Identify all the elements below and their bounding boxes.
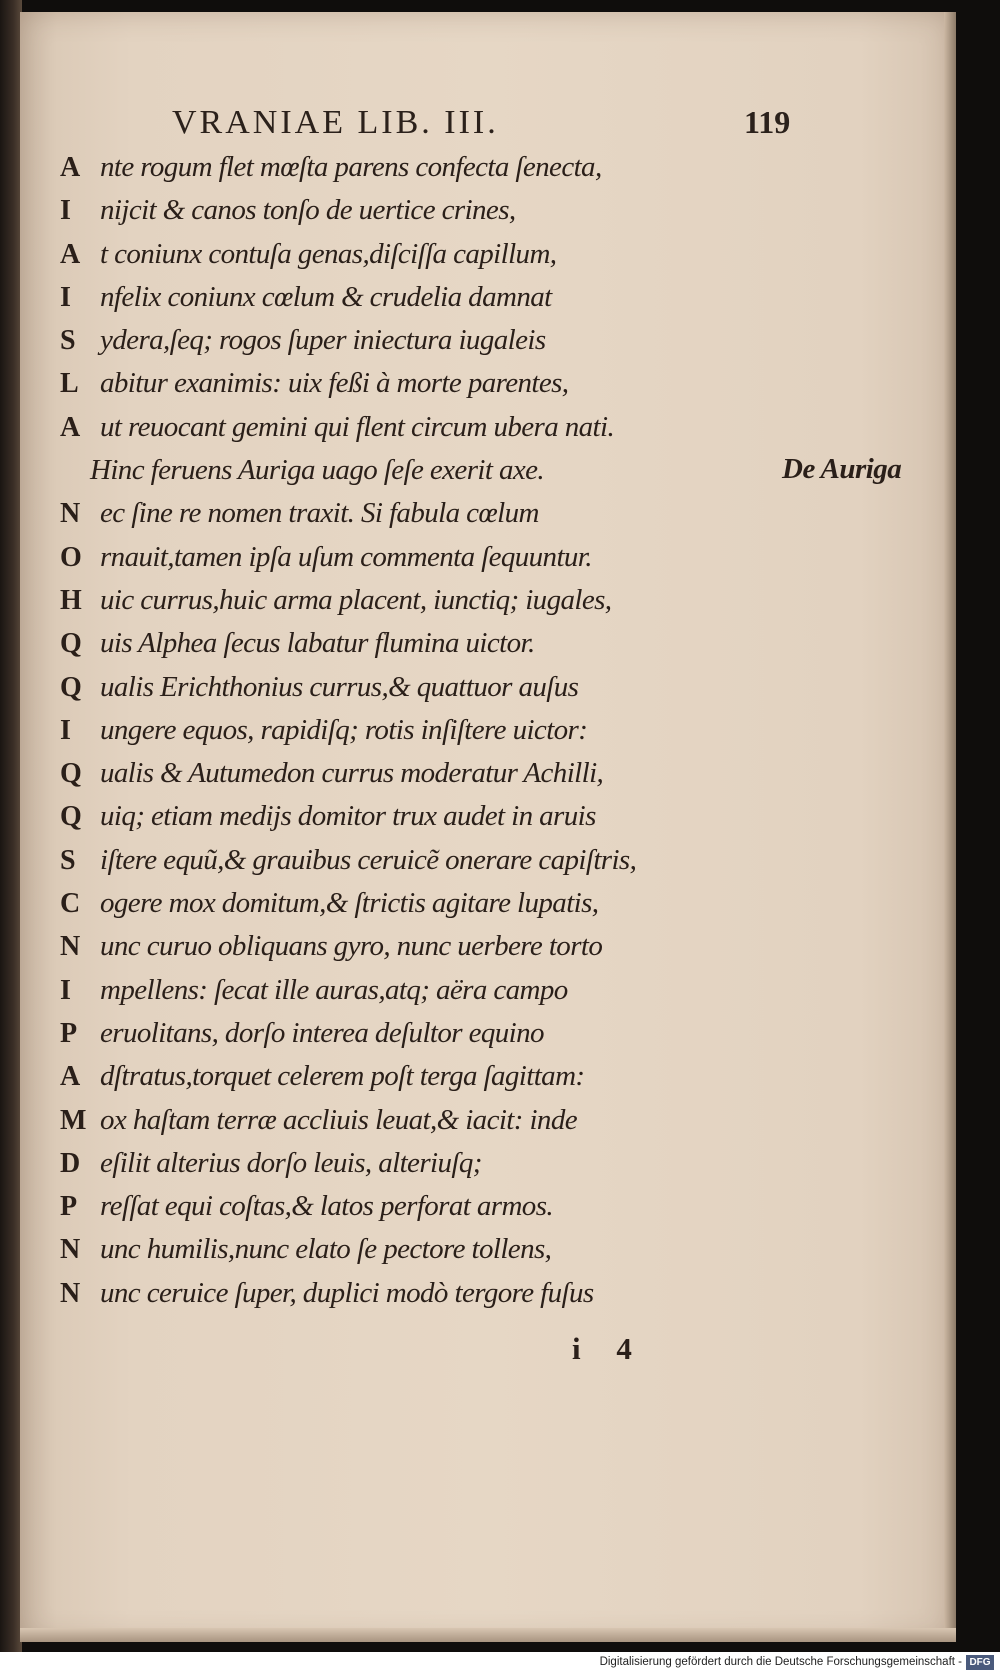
verse-line	[60, 146, 780, 189]
verse-line	[60, 839, 780, 882]
footer-credit: Digitalisierung gefördert durch die Deutsche Forschungsgemeinschaft -	[599, 1656, 962, 1668]
verse-initial: S	[60, 325, 75, 357]
verse-line	[60, 579, 780, 622]
verse-line	[60, 492, 780, 535]
signature-mark: i 4	[572, 1331, 646, 1366]
verse-text: unc humilis,nunc elato ſe pectore tollens,	[100, 1233, 552, 1266]
verse-initial: A	[60, 411, 80, 443]
verse-line	[60, 362, 780, 405]
verse-initial: I	[60, 974, 71, 1006]
verse-text: dſtratus,torquet celerem poſt terga ſagittam:	[100, 1060, 585, 1093]
verse-text: abitur exanimis: uix feßi à morte parentes,	[100, 367, 569, 400]
verse-initial: Q	[60, 801, 82, 833]
verse-initial: Q	[60, 628, 82, 660]
verse-initial: A	[60, 1061, 80, 1093]
verse-line	[60, 666, 780, 709]
verse-initial: P	[60, 1017, 77, 1049]
marginal-note: De Auriga	[782, 453, 902, 485]
running-head: VRANIAE LIB. III.	[172, 104, 499, 141]
verse-line	[60, 1142, 780, 1185]
verse-line	[60, 319, 780, 362]
verse-text: iſtere equũ,& grauibus ceruicẽ onerare capiſtris,	[100, 843, 637, 876]
verse-text: Hinc feruens Auriga uago ſeſe exerit axe.	[90, 454, 545, 487]
verse-text: reſſat equi coſtas,& latos perforat armos.	[100, 1190, 554, 1223]
verse-text: ungere equos, rapidiſq; rotis inſiſtere uictor:	[100, 713, 588, 746]
verse-line	[60, 1272, 780, 1315]
verse-initial: L	[60, 368, 79, 400]
verse-initial: I	[60, 714, 71, 746]
verse-text: nfelix coniunx cœlum & crudelia damnat	[100, 280, 552, 313]
verse-text: ydera,ſeq; rogos ſuper iniectura iugaleis	[100, 324, 546, 357]
verse-line	[60, 1012, 780, 1055]
verse-text: ec ſine re nomen traxit. Si fabula cœlum	[100, 497, 539, 530]
verse-text: ox haſtam terræ accliuis leuat,& iacit: inde	[100, 1103, 577, 1136]
verse-initial: A	[60, 238, 80, 270]
verse-initial: S	[60, 844, 75, 876]
verse-initial: O	[60, 541, 82, 573]
verse-line	[60, 233, 780, 276]
verse-initial: H	[60, 584, 82, 616]
verse-text: uis Alphea ſecus labatur flumina uictor.	[100, 627, 535, 660]
verse-initial: A	[60, 152, 80, 183]
verse-text: nijcit & canos tonſo de uertice crines,	[100, 194, 516, 227]
verse-initial: M	[60, 1104, 86, 1136]
verse-lines	[60, 146, 780, 1315]
verse-line	[60, 449, 780, 492]
verse-line	[60, 189, 780, 232]
verse-text: mpellens: ſecat ille auras,atq; aëra campo	[100, 973, 568, 1006]
verse-line	[60, 1185, 780, 1228]
verse-text: unc ceruice ſuper, duplici modò tergore fuſus	[100, 1276, 594, 1309]
dfg-logo: DFG	[966, 1655, 994, 1670]
verse-initial: N	[60, 498, 80, 530]
verse-line	[60, 925, 780, 968]
verse-initial: N	[60, 931, 80, 963]
verse-text: uiq; etiam medijs domitor trux audet in aruis	[100, 800, 596, 833]
verse-line	[60, 406, 780, 449]
verse-line	[60, 536, 780, 579]
verse-initial: C	[60, 888, 80, 920]
verse-initial: P	[60, 1191, 77, 1223]
verse-text: ualis & Autumedon currus moderatur Achilli,	[100, 757, 604, 790]
verse-line	[60, 969, 780, 1012]
verse-text: ogere mox domitum,& ſtrictis agitare lupatis,	[100, 887, 599, 920]
verse-text: ut reuocant gemini qui flent circum ubera nati.	[100, 410, 615, 443]
verse-text: eſilit alterius dorſo leuis, alteriuſq;	[100, 1146, 482, 1179]
book-cover-edge	[0, 0, 22, 1676]
verse-text: t coniunx contuſa genas,diſciſſa capillum,	[100, 237, 557, 270]
verse-initial: Q	[60, 671, 82, 703]
verse-initial: Q	[60, 758, 82, 790]
verse-line	[60, 1228, 780, 1271]
verse-line	[60, 882, 780, 925]
verse-initial: I	[60, 195, 71, 227]
verse-line	[60, 1055, 780, 1098]
verse-text: eruolitans, dorſo interea deſultor equino	[100, 1016, 544, 1049]
verse-line	[60, 622, 780, 665]
folio-number: 119	[744, 104, 791, 140]
verse-text: nte rogum flet mœſta parens confecta ſenecta,	[100, 151, 602, 183]
page-fore-edge	[944, 12, 956, 1640]
verse-text: rnauit,tamen ipſa uſum commenta ſequuntur.	[100, 540, 592, 573]
verse-text: uic currus,huic arma placent, iunctiq; iugales,	[100, 583, 612, 616]
verse-line	[60, 752, 780, 795]
verse-initial: N	[60, 1234, 80, 1266]
verse-text: unc curuo obliquans gyro, nunc uerbere torto	[100, 930, 603, 963]
verse-line	[60, 1099, 780, 1142]
verse-text: ualis Erichthonius currus,& quattuor auſus	[100, 670, 579, 703]
verse-line	[60, 709, 780, 752]
verse-initial: N	[60, 1277, 80, 1309]
verse-line	[60, 276, 780, 319]
verse-initial: I	[60, 281, 71, 313]
page-bottom-edge	[20, 1628, 956, 1642]
verse-initial: D	[60, 1147, 80, 1179]
verse-line	[60, 795, 780, 838]
